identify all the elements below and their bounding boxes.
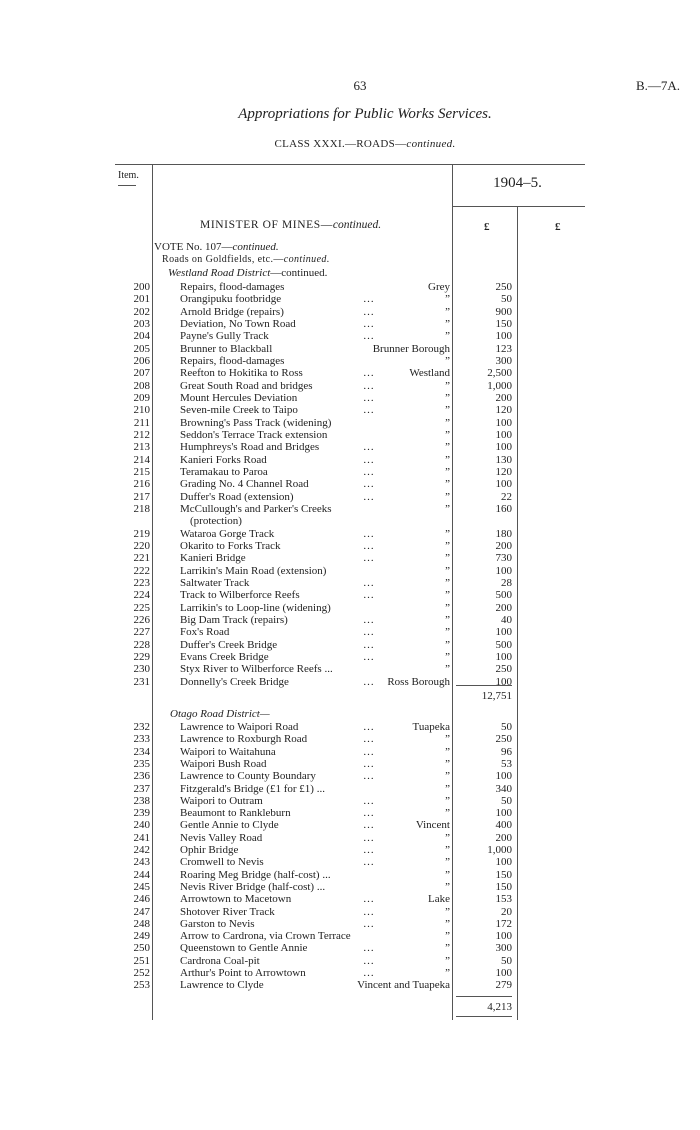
- item-description: Duffer's Creek Bridge: [180, 638, 278, 651]
- leader-dots: ...: [363, 893, 375, 906]
- item-description: Fox's Road: [180, 626, 230, 639]
- item-description: Saltwater Track: [180, 576, 250, 589]
- item-description: Larrikin's Main Road (extension): [180, 564, 327, 577]
- district-name: ”: [445, 391, 450, 404]
- item-number: 217: [133, 490, 150, 503]
- amount-value: 50: [501, 293, 512, 306]
- item-description: Evans Creek Bridge: [180, 650, 269, 663]
- district-name: ”: [445, 942, 450, 955]
- item-description: Arthur's Point to Arrowtown: [180, 967, 306, 979]
- amount-value: 50: [501, 721, 512, 733]
- item-description: Shotover River Track: [180, 905, 275, 918]
- amount-value: 100: [495, 416, 512, 429]
- item-description: Browning's Pass Track (widening): [180, 416, 332, 429]
- westland-heading: [168, 267, 327, 279]
- item-description: Wataroa Gorge Track: [180, 527, 275, 540]
- item-description: Brunner to Blackball: [180, 342, 273, 355]
- item-number: 236: [133, 770, 150, 783]
- leader-dots: ...: [363, 589, 375, 602]
- item-description: Arrow to Cardrona, via Crown Terrace: [180, 930, 351, 943]
- item-number: 218: [133, 502, 150, 515]
- amount-value: 96: [501, 745, 512, 758]
- item-number: 223: [133, 576, 150, 589]
- item-description: Beaumont to Rankleburn: [180, 807, 291, 820]
- item-number: 248: [133, 917, 150, 930]
- item-description: (protection): [190, 515, 242, 528]
- item-description: Donnelly's Creek Bridge: [180, 675, 289, 688]
- amount-value: 40: [501, 613, 512, 626]
- item-number: 228: [133, 638, 150, 651]
- item-number: 226: [133, 613, 150, 626]
- district-name: Westland: [409, 367, 450, 380]
- amount-value: 100: [495, 675, 512, 688]
- amount-value: 50: [501, 954, 512, 967]
- amount-value: 20: [501, 905, 512, 918]
- district-name: ”: [445, 807, 450, 820]
- leader-dots: ...: [363, 465, 375, 478]
- leader-dots: ...: [363, 453, 375, 466]
- district-name: ”: [445, 770, 450, 783]
- item-number: 230: [133, 663, 150, 676]
- leader-dots: ...: [363, 305, 375, 318]
- district-name: ”: [445, 917, 450, 930]
- leader-dots: ...: [363, 441, 375, 454]
- item-description: Repairs, flood-damages: [180, 354, 285, 367]
- item-number: 220: [133, 539, 150, 552]
- item-number: 219: [133, 527, 150, 540]
- district-name: ”: [445, 404, 450, 417]
- item-number: 221: [133, 552, 150, 565]
- amount-value: 900: [495, 305, 512, 318]
- item-number: 229: [133, 650, 150, 663]
- leader-dots: ...: [363, 844, 375, 856]
- leader-dots: ...: [363, 404, 375, 417]
- amount-value: 50: [501, 794, 512, 807]
- item-description: Waipori to Outram: [180, 794, 263, 807]
- district-name: ”: [445, 465, 450, 478]
- leader-dots: ...: [363, 856, 375, 869]
- amount-value: 100: [495, 930, 512, 943]
- amount-value: 100: [495, 856, 512, 869]
- table-row: [0, 978, 700, 992]
- class-heading-suffix: continued.: [406, 138, 456, 150]
- leader-dots: ...: [363, 552, 375, 565]
- leader-dots: ...: [363, 527, 375, 540]
- amount-value: 150: [495, 880, 512, 893]
- class-heading-prefix: CLASS XXXI.—ROADS—: [274, 138, 407, 150]
- minister-heading-prefix: MINISTER OF MINES—: [200, 219, 333, 231]
- item-number: 203: [133, 317, 150, 330]
- item-description: Waipori to Waitahuna: [180, 745, 276, 758]
- leader-dots: ...: [363, 626, 375, 639]
- vote-heading-suffix: continued.: [232, 241, 279, 253]
- item-number: 252: [133, 967, 150, 979]
- otago-subtotal-rule: [456, 996, 512, 997]
- leader-dots: ...: [363, 831, 375, 844]
- minister-heading-suffix: continued.: [332, 219, 382, 231]
- item-number: 209: [133, 391, 150, 404]
- item-description: Repairs, flood-damages: [180, 281, 285, 293]
- district-name: ”: [445, 589, 450, 602]
- item-description: Roaring Meg Bridge (half-cost) ...: [180, 868, 331, 881]
- amount-value: 172: [495, 917, 512, 930]
- item-number: 250: [133, 942, 150, 955]
- amount-value: 130: [495, 453, 512, 466]
- district-name: ”: [445, 330, 450, 343]
- item-description: Waipori Bush Road: [180, 757, 267, 770]
- item-number: 200: [133, 281, 150, 293]
- amount-value: 1,000: [487, 844, 512, 856]
- leader-dots: ...: [363, 539, 375, 552]
- leader-dots: ...: [363, 745, 375, 758]
- leader-dots: ...: [363, 917, 375, 930]
- document-code: B.—7A.: [635, 78, 680, 93]
- district-name: Tuapeka: [412, 721, 450, 733]
- item-description: Garston to Nevis: [180, 917, 255, 930]
- goldfields-heading-prefix: Roads on Goldfields, etc.—: [162, 254, 284, 265]
- amount-value: 2,500: [487, 367, 512, 380]
- amount-value: 150: [495, 317, 512, 330]
- item-number: 247: [133, 905, 150, 918]
- pound-symbol-column-2: £: [555, 221, 561, 233]
- page-title: Appropriations for Public Works Services.: [238, 106, 492, 122]
- leader-dots: ...: [363, 293, 375, 306]
- amount-value: 300: [495, 942, 512, 955]
- amount-value: 200: [495, 831, 512, 844]
- district-name: ”: [445, 317, 450, 330]
- leader-dots: ...: [363, 954, 375, 967]
- item-number: 202: [133, 305, 150, 318]
- district-name: Vincent and Tuapeka: [357, 979, 450, 992]
- amount-value: 250: [495, 733, 512, 746]
- district-name: ”: [445, 757, 450, 770]
- district-name: ”: [445, 663, 450, 676]
- district-name: ”: [445, 478, 450, 491]
- district-name: ”: [445, 733, 450, 746]
- class-heading: [150, 138, 580, 150]
- item-description: Teramakau to Paroa: [180, 465, 268, 478]
- item-description: Lawrence to County Boundary: [180, 770, 316, 783]
- table-row: [0, 675, 700, 689]
- item-description: Cardrona Coal-pit: [180, 954, 260, 967]
- item-description: Nevis River Bridge (half-cost) ...: [180, 880, 326, 893]
- district-name: Vincent: [415, 819, 450, 832]
- district-name: ”: [445, 967, 450, 979]
- amount-value: 100: [495, 428, 512, 441]
- district-name: ”: [445, 428, 450, 441]
- leader-dots: ...: [363, 317, 375, 330]
- amount-value: 100: [495, 478, 512, 491]
- district-name: ”: [445, 613, 450, 626]
- district-name: ”: [445, 527, 450, 540]
- amount-value: 100: [495, 807, 512, 820]
- item-number: 242: [133, 844, 150, 856]
- amount-value: 300: [495, 354, 512, 367]
- district-name: ”: [445, 954, 450, 967]
- amount-value: 400: [495, 819, 512, 832]
- district-name: ”: [445, 453, 450, 466]
- leader-dots: ...: [363, 650, 375, 663]
- item-number: 216: [133, 478, 150, 491]
- amount-value: 100: [495, 564, 512, 577]
- district-name: ”: [445, 856, 450, 869]
- item-number: 215: [133, 465, 150, 478]
- district-name: ”: [445, 564, 450, 577]
- vote-heading-prefix: VOTE No. 107—: [154, 241, 233, 253]
- item-description: Gentle Annie to Clyde: [180, 819, 279, 832]
- leader-dots: ...: [363, 379, 375, 392]
- amount-value: 100: [495, 770, 512, 783]
- amount-value: 730: [495, 552, 512, 565]
- district-name: Grey: [428, 281, 450, 293]
- item-number: 208: [133, 379, 150, 392]
- item-number: 201: [133, 293, 150, 306]
- item-number: 211: [133, 416, 150, 429]
- item-description: Duffer's Road (extension): [180, 490, 294, 503]
- leader-dots: ...: [363, 330, 375, 343]
- item-description: Arrowtown to Macetown: [180, 893, 292, 906]
- amount-value: 200: [495, 391, 512, 404]
- leader-dots: ...: [363, 613, 375, 626]
- otago-heading: Otago Road District—: [170, 708, 270, 720]
- district-name: ”: [445, 782, 450, 795]
- item-description: Larrikin's to Loop-line (widening): [180, 601, 331, 614]
- amount-value: 279: [495, 979, 512, 992]
- item-description: Queenstown to Gentle Annie: [180, 942, 308, 955]
- item-number: 212: [133, 428, 150, 441]
- item-number: 222: [133, 564, 150, 577]
- item-number: 234: [133, 745, 150, 758]
- district-name: ”: [445, 539, 450, 552]
- vote-heading: [154, 241, 279, 253]
- district-name: ”: [445, 638, 450, 651]
- amount-value: 120: [495, 404, 512, 417]
- otago-total: 4,213: [487, 1001, 512, 1013]
- leader-dots: ...: [363, 757, 375, 770]
- amount-value: 100: [495, 330, 512, 343]
- item-number: 232: [133, 721, 150, 733]
- item-description: Payne's Gully Track: [180, 330, 269, 343]
- item-description: Grading No. 4 Channel Road: [180, 478, 309, 491]
- district-name: ”: [445, 844, 450, 856]
- goldfields-heading: [162, 254, 330, 265]
- item-description: Styx River to Wilberforce Reefs ...: [180, 663, 333, 676]
- district-name: ”: [445, 745, 450, 758]
- leader-dots: ...: [363, 942, 375, 955]
- item-number: 225: [133, 601, 150, 614]
- district-name: ”: [445, 576, 450, 589]
- item-number: 207: [133, 367, 150, 380]
- leader-dots: ...: [363, 367, 375, 380]
- amount-value: 180: [495, 527, 512, 540]
- item-description: Track to Wilberforce Reefs: [180, 589, 300, 602]
- item-number: 205: [133, 342, 150, 355]
- leader-dots: ...: [363, 794, 375, 807]
- district-name: ”: [445, 552, 450, 565]
- item-number: 206: [133, 354, 150, 367]
- amount-value: 28: [501, 576, 512, 589]
- district-name: ”: [445, 379, 450, 392]
- leader-dots: ...: [363, 391, 375, 404]
- district-name: ”: [445, 293, 450, 306]
- item-number: 239: [133, 807, 150, 820]
- item-description: Seddon's Terrace Track extension: [180, 428, 328, 441]
- amount-value: 153: [495, 893, 512, 906]
- item-number: 251: [133, 954, 150, 967]
- item-description: Lawrence to Roxburgh Road: [180, 733, 308, 746]
- item-description: Lawrence to Waipori Road: [180, 721, 299, 733]
- amount-value: 250: [495, 663, 512, 676]
- district-name: ”: [445, 441, 450, 454]
- item-description: Lawrence to Clyde: [180, 979, 264, 992]
- item-number: 240: [133, 819, 150, 832]
- item-description: Kanieri Bridge: [180, 552, 246, 565]
- district-name: Lake: [428, 893, 450, 906]
- otago-total-bottom-rule: [456, 1016, 512, 1017]
- item-number: 249: [133, 930, 150, 943]
- item-number: 244: [133, 868, 150, 881]
- item-description: Nevis Valley Road: [180, 831, 263, 844]
- item-number: 224: [133, 589, 150, 602]
- leader-dots: ...: [363, 807, 375, 820]
- item-description: McCullough's and Parker's Creeks: [180, 502, 332, 515]
- amount-value: 200: [495, 601, 512, 614]
- amount-value: 100: [495, 441, 512, 454]
- year-column-header: 1904–5.: [493, 175, 542, 191]
- leader-dots: ...: [363, 638, 375, 651]
- item-description: Arnold Bridge (repairs): [180, 305, 284, 318]
- district-name: ”: [445, 880, 450, 893]
- amount-value: 100: [495, 967, 512, 979]
- item-number: 253: [133, 979, 150, 992]
- minister-heading: [200, 219, 381, 231]
- table-top-rule: [115, 164, 585, 165]
- district-name: ”: [445, 626, 450, 639]
- district-name: ”: [445, 868, 450, 881]
- district-name: Brunner Borough: [372, 342, 450, 355]
- item-description: Kanieri Forks Road: [180, 453, 267, 466]
- item-number: 233: [133, 733, 150, 746]
- item-description: Ophir Bridge: [180, 844, 239, 856]
- leader-dots: ...: [363, 490, 375, 503]
- district-name: ”: [445, 930, 450, 943]
- item-number: 246: [133, 893, 150, 906]
- amount-value: 500: [495, 638, 512, 651]
- item-number: 245: [133, 880, 150, 893]
- item-number: 204: [133, 330, 150, 343]
- district-name: ”: [445, 905, 450, 918]
- westland-total: 12,751: [481, 690, 512, 702]
- item-description: Deviation, No Town Road: [180, 317, 296, 330]
- amount-value: 120: [495, 465, 512, 478]
- district-name: ”: [445, 601, 450, 614]
- district-name: ”: [445, 416, 450, 429]
- item-number: 237: [133, 782, 150, 795]
- item-description: Cromwell to Nevis: [180, 856, 264, 869]
- amount-value: 200: [495, 539, 512, 552]
- item-description: Great South Road and bridges: [180, 379, 313, 392]
- westland-heading-name: Westland Road District: [168, 267, 271, 279]
- item-description: Okarito to Forks Track: [180, 539, 281, 552]
- item-description: Big Dam Track (repairs): [180, 613, 288, 626]
- item-description: Seven-mile Creek to Taipo: [180, 404, 298, 417]
- district-name: ”: [445, 831, 450, 844]
- item-description: Fitzgerald's Bridge (£1 for £1) ...: [180, 782, 325, 795]
- district-name: ”: [445, 650, 450, 663]
- amount-value: 100: [495, 626, 512, 639]
- leader-dots: ...: [363, 819, 375, 832]
- amount-value: 160: [495, 502, 512, 515]
- district-name: ”: [445, 502, 450, 515]
- district-name: ”: [445, 305, 450, 318]
- goldfields-heading-suffix: continued.: [283, 254, 330, 265]
- westland-heading-suffix: —continued.: [270, 267, 328, 279]
- item-header-underline: [118, 185, 136, 186]
- item-description: Humphreys's Road and Bridges: [180, 441, 320, 454]
- item-number: 213: [133, 441, 150, 454]
- leader-dots: ...: [363, 733, 375, 746]
- item-description: Reefton to Hokitika to Ross: [180, 367, 303, 380]
- year-header-rule: [452, 206, 585, 207]
- leader-dots: ...: [363, 675, 375, 688]
- leader-dots: ...: [363, 967, 375, 979]
- leader-dots: ...: [363, 770, 375, 783]
- amount-value: 500: [495, 589, 512, 602]
- item-number: 238: [133, 794, 150, 807]
- item-number: 210: [133, 404, 150, 417]
- item-description: Orangipuku footbridge: [180, 293, 282, 306]
- item-description: Mount Hercules Deviation: [180, 391, 298, 404]
- item-column-header: Item.: [118, 170, 139, 181]
- item-number: 235: [133, 757, 150, 770]
- amount-value: 123: [495, 342, 512, 355]
- amount-value: 340: [495, 782, 512, 795]
- item-number: 214: [133, 453, 150, 466]
- leader-dots: ...: [363, 478, 375, 491]
- leader-dots: ...: [363, 721, 375, 733]
- district-name: ”: [445, 354, 450, 367]
- pound-symbol-column-1: £: [484, 221, 490, 233]
- amount-value: 250: [495, 281, 512, 293]
- amount-value: 1,000: [487, 379, 512, 392]
- page-number: 63: [353, 78, 367, 93]
- item-number: 231: [133, 675, 150, 688]
- item-number: 241: [133, 831, 150, 844]
- district-name: ”: [445, 794, 450, 807]
- leader-dots: ...: [363, 905, 375, 918]
- district-name: Ross Borough: [387, 675, 450, 688]
- item-number: 227: [133, 626, 150, 639]
- district-name: ”: [445, 490, 450, 503]
- amount-value: 22: [501, 490, 512, 503]
- item-number: 243: [133, 856, 150, 869]
- amount-value: 150: [495, 868, 512, 881]
- amount-value: 53: [501, 757, 512, 770]
- amount-value: 100: [495, 650, 512, 663]
- leader-dots: ...: [363, 576, 375, 589]
